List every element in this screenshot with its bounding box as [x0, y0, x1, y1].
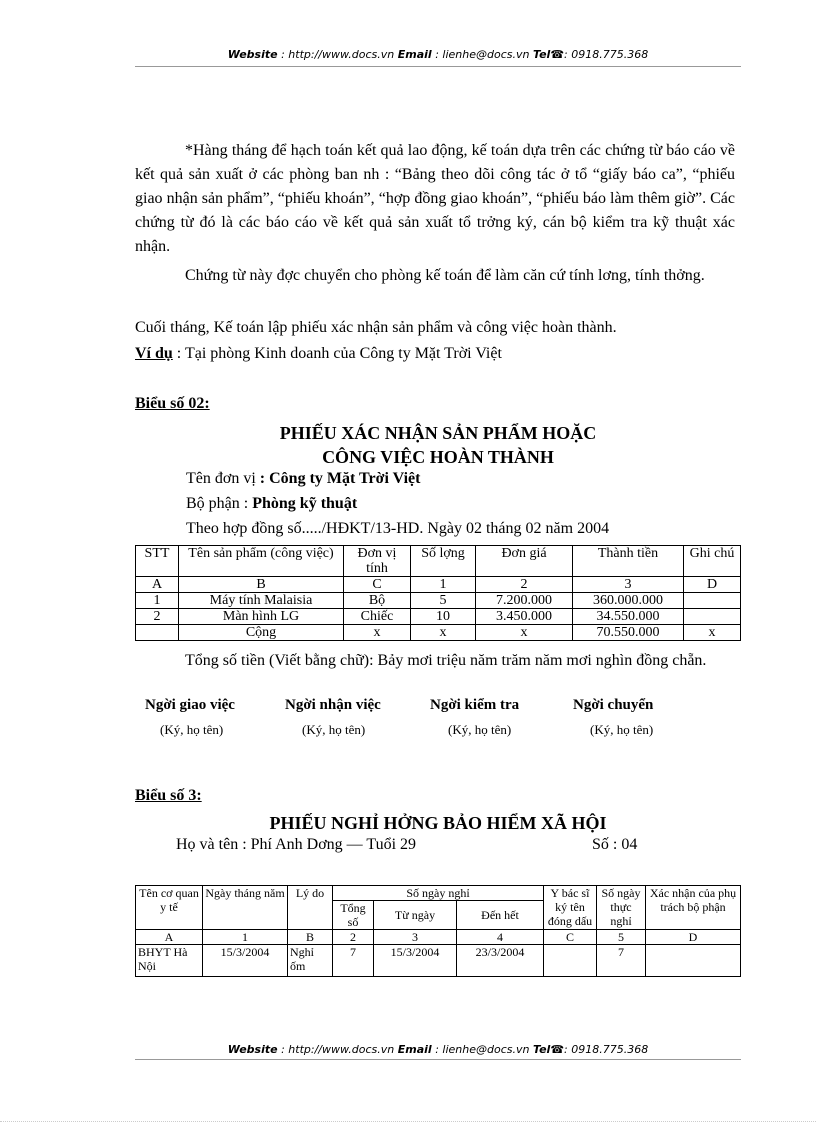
signer-4: Ngời chuyển — [573, 697, 654, 713]
col-actual: Số ngày thực nghỉ — [597, 886, 646, 930]
form2-title-2: CÔNG VIỆC HOÀN THÀNH — [322, 447, 554, 467]
sign-note-1: (Ký, họ tên) — [160, 722, 224, 737]
example-line — [135, 342, 735, 366]
unit-value: : Công ty Mặt Trời Việt — [259, 470, 421, 487]
code-cell: D — [684, 577, 741, 593]
table-cell — [646, 945, 741, 977]
code-cell: C — [544, 930, 597, 945]
form2-title-1: PHIẾU XÁC NHẬN SẢN PHẨM HOẶC — [279, 423, 597, 443]
dept-label: Bộ phận : — [186, 495, 249, 512]
table-cell: 10 — [411, 609, 476, 625]
col-days: Số ngày nghỉ — [333, 886, 544, 901]
form2-contract: Theo hợp đồng số...../HĐKT/13-HD. Ngày 02 tháng 02 năm 2004 — [186, 520, 610, 537]
col-doctor: Y bác sĩ ký tên đóng dấu — [544, 886, 597, 930]
signer-1: Ngời giao việc — [145, 697, 235, 713]
code-cell: 1 — [203, 930, 288, 945]
col-unit: Đơn vị tính — [344, 546, 411, 577]
leave-table — [135, 885, 741, 977]
table-cell: x — [476, 625, 573, 641]
website-value: : http://www.docs.vn — [281, 48, 395, 61]
code-cell: 2 — [333, 930, 374, 945]
col-qty: Số lợng — [411, 546, 476, 577]
table-cell: Bộ — [344, 593, 411, 609]
table-row — [136, 945, 741, 977]
table-cell: 2 — [136, 609, 179, 625]
email-label: Email — [397, 1043, 432, 1056]
code-cell: A — [136, 577, 179, 593]
col-total: Tổng số — [333, 901, 374, 930]
table-cell: Màn hình LG — [179, 609, 344, 625]
table-cell: x — [344, 625, 411, 641]
code-cell: B — [288, 930, 333, 945]
product-table-header — [136, 546, 741, 577]
col-from: Từ ngày — [374, 901, 457, 930]
table-cell: Nghỉ ốm — [288, 945, 333, 977]
sign-note-2: (Ký, họ tên) — [302, 722, 366, 737]
email-value: : lienhe@docs.vn — [435, 48, 530, 61]
code-cell: 3 — [573, 577, 684, 593]
header-rule — [135, 66, 741, 67]
tel-label: Tel — [532, 48, 551, 61]
form3-name-line: Họ và tên : Phí Anh Dơng — Tuổi 29 — [176, 836, 417, 853]
col-org: Tên cơ quan y tế — [136, 886, 203, 930]
col-product: Tên sản phẩm (công việc) — [179, 546, 344, 577]
product-table — [135, 545, 741, 641]
unit-label: Tên đơn vị — [186, 470, 256, 487]
table-cell: BHYT Hà Nội — [136, 945, 203, 977]
paragraph-1: *Hàng tháng để hạch toán kết quả lao động, kế toán dựa trên các chứng từ báo cáo về kết quả sản xuất ở các phòng ban nh : “Bảng theo dõi công tác ở tổ “giấy báo ca”, “phiếu giao nhận sản phẩm”, “phiếu khoán”, “hợp đồng giao khoán”, “phiếu báo làm thêm giờ”. Các chứng từ đó là các báo cáo về kết quả sản xuất tổ trởng ký, cán bộ kiểm tra kỹ thuật xác nhận. — [135, 142, 735, 255]
page-footer — [135, 1043, 741, 1056]
signer-2: Ngời nhận việc — [285, 697, 381, 713]
sign-note-4: (Ký, họ tên) — [590, 722, 654, 737]
table-row — [136, 593, 741, 609]
form2-unit-line — [186, 470, 420, 488]
code-cell: A — [136, 930, 203, 945]
col-amount: Thành tiền — [573, 546, 684, 577]
code-cell: 4 — [457, 930, 544, 945]
product-table-codes — [136, 577, 741, 593]
table-cell: Chiếc — [344, 609, 411, 625]
page-edge — [0, 1121, 816, 1122]
paragraph-3: Cuối tháng, Kế toán lập phiếu xác nhận sản phẩm và công việc hoàn thành. — [135, 319, 617, 336]
leave-header-row — [136, 886, 741, 901]
col-stt: STT — [136, 546, 179, 577]
footer-rule — [135, 1059, 741, 1060]
table-cell: 7 — [333, 945, 374, 977]
code-cell: B — [179, 577, 344, 593]
form2-dept-line — [186, 495, 357, 513]
col-date: Ngày tháng năm — [203, 886, 288, 930]
table-cell: 5 — [411, 593, 476, 609]
col-price: Đơn giá — [476, 546, 573, 577]
table-cell: 34.550.000 — [573, 609, 684, 625]
paragraph-2: Chứng từ này đợc chuyển cho phòng kế toán để làm căn cứ tính lơng, tính thởng. — [185, 267, 705, 284]
tel-value: ☎: 0918.775.368 — [550, 1043, 649, 1056]
table-cell: 3.450.000 — [476, 609, 573, 625]
form3-title: PHIẾU NGHỈ HỞNG BẢO HIỂM XÃ HỘI — [269, 813, 607, 833]
tel-label: Tel — [532, 1043, 551, 1056]
code-cell: D — [646, 930, 741, 945]
email-value: : lienhe@docs.vn — [435, 1043, 530, 1056]
leave-codes-row — [136, 930, 741, 945]
table-cell: 15/3/2004 — [203, 945, 288, 977]
table-cell: 7 — [597, 945, 646, 977]
table-cell: Máy tính Malaisia — [179, 593, 344, 609]
table-cell: Cộng — [179, 625, 344, 641]
table-cell — [544, 945, 597, 977]
col-to: Đến hết — [457, 901, 544, 930]
code-cell: 2 — [476, 577, 573, 593]
table-total-row — [136, 625, 741, 641]
table-row — [136, 609, 741, 625]
page-header — [135, 48, 741, 61]
table-cell: 7.200.000 — [476, 593, 573, 609]
table-cell: 23/3/2004 — [457, 945, 544, 977]
total-in-words: Tổng số tiền (Viết bằng chữ): Bảy mơi triệu năm trăm năm mơi nghìn đồng chẵn. — [185, 652, 707, 669]
signer-3: Ngời kiểm tra — [430, 697, 520, 713]
table-cell — [684, 609, 741, 625]
sign-note-3: (Ký, họ tên) — [448, 722, 512, 737]
col-confirm: Xác nhận của phụ trách bộ phận — [646, 886, 741, 930]
form3-number: Số : 04 — [592, 836, 638, 853]
table-cell: 70.550.000 — [573, 625, 684, 641]
code-cell: 3 — [374, 930, 457, 945]
col-note: Ghi chú — [684, 546, 741, 577]
table-cell: x — [684, 625, 741, 641]
table-cell: 15/3/2004 — [374, 945, 457, 977]
table-cell: 360.000.000 — [573, 593, 684, 609]
table-cell — [684, 593, 741, 609]
website-value: : http://www.docs.vn — [281, 1043, 395, 1056]
table-cell — [136, 625, 179, 641]
email-label: Email — [397, 48, 432, 61]
code-cell: 1 — [411, 577, 476, 593]
website-label: Website — [227, 1043, 278, 1056]
tel-value: ☎: 0918.775.368 — [550, 48, 649, 61]
table-cell: 1 — [136, 593, 179, 609]
form2-label: Biểu số 02: — [135, 395, 210, 412]
example-text: : Tại phòng Kinh doanh của Công ty Mặt Trời Việt — [176, 345, 502, 362]
col-reason: Lý do — [288, 886, 333, 930]
website-label: Website — [227, 48, 278, 61]
code-cell: C — [344, 577, 411, 593]
form3-label: Biểu số 3: — [135, 787, 202, 804]
example-label: Ví dụ — [135, 345, 173, 362]
table-cell: x — [411, 625, 476, 641]
code-cell: 5 — [597, 930, 646, 945]
dept-value: Phòng kỹ thuật — [252, 495, 358, 512]
